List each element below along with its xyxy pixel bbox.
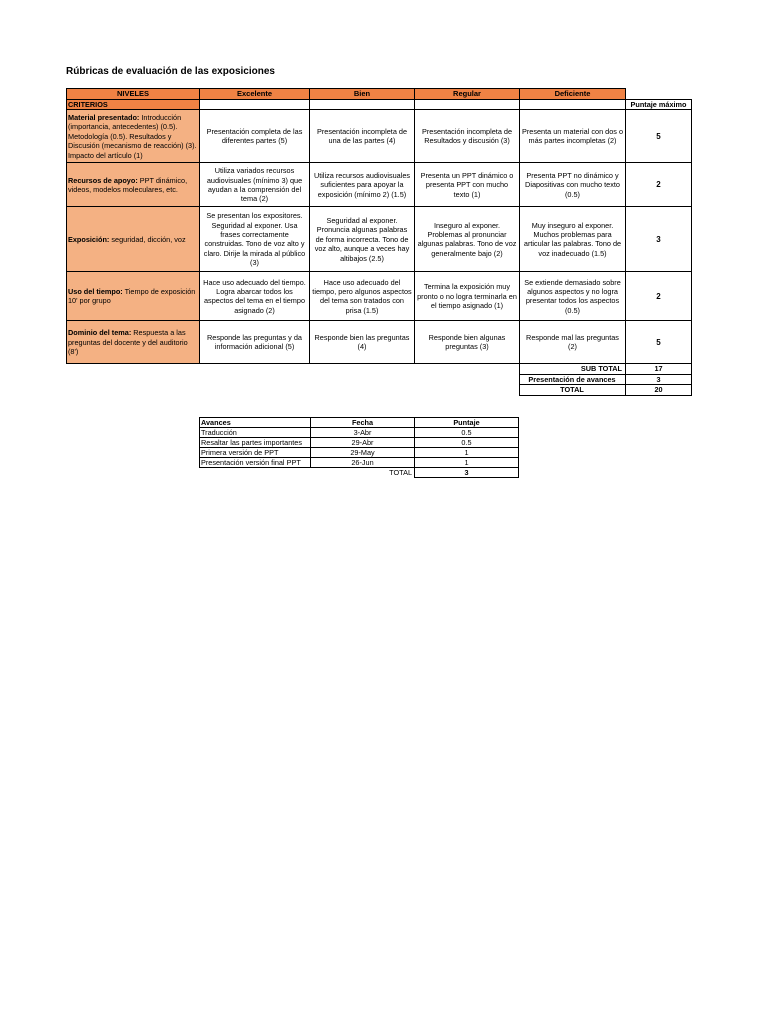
criterion-description: PPT dinámico, videos, modelos moleculares, etc. (68, 175, 188, 194)
max-score-label: Puntaje máximo (626, 100, 692, 110)
progress-score: 0.5 (415, 438, 519, 448)
cell-excelente: Presentación completa de las diferentes partes (5) (200, 110, 310, 163)
summary-row-total (67, 385, 692, 395)
rubric-table (66, 88, 692, 396)
rubric-row-material (67, 110, 692, 163)
cell-regular: Presentación incompleta de Resultados y discusión (3) (415, 110, 520, 163)
cell-deficiente: Muy inseguro al exponer. Muchos problemas para articular las palabras. Tono de voz inadecuado (1.5) (520, 207, 626, 272)
progress-name: Traducción (200, 428, 311, 438)
summary-value: 3 (626, 374, 692, 384)
criterion-description: Introducción (importancia, antecedentes) (0.5). Metodología (0.5). Resultados y Discusión (mecanismo de reacción) (3). Impacto del artículo (1) (68, 112, 197, 160)
empty-cell (200, 100, 310, 110)
cell-max-score: 2 (626, 272, 692, 321)
cell-excelente: Hace uso adecuado del tiempo. Logra abarcar todos los aspectos del tema en el tiempo asignado (2) (200, 272, 310, 321)
criteria-label: CRITERIOS (67, 100, 200, 110)
criterion-cell (67, 321, 200, 364)
progress-date: 29-May (311, 448, 415, 458)
criterion-name: Material presentado: (68, 112, 140, 122)
summary-row-avances (67, 374, 692, 384)
cell-regular: Responde bien algunas preguntas (3) (415, 321, 520, 364)
progress-row (200, 428, 519, 438)
criterion-name: Exposición: (68, 234, 110, 244)
cell-bien: Responde bien las preguntas (4) (310, 321, 415, 364)
criterion-cell (67, 110, 200, 163)
summary-row-subtotal (67, 364, 692, 374)
summary-spacer (67, 385, 520, 395)
progress-header-row (200, 418, 519, 428)
cell-deficiente: Presenta un material con dos o más partes incompletas (2) (520, 110, 626, 163)
rubric-row-tiempo (67, 272, 692, 321)
header-spacer (626, 89, 692, 100)
cell-max-score: 5 (626, 110, 692, 163)
criterion-description: Respuesta a las preguntas del docente y del auditorio (8') (68, 328, 188, 357)
cell-deficiente: Se extiende demasiado sobre algunos aspectos y no logra presentar todos los aspectos (0.5) (520, 272, 626, 321)
summary-spacer (67, 374, 520, 384)
criterion-cell (67, 163, 200, 207)
rubric-row-dominio (67, 321, 692, 364)
cell-bien: Utiliza recursos audiovisuales suficientes para apoyar la exposición (mínimo 2) (1.5) (310, 163, 415, 207)
cell-excelente: Responde las preguntas y da información adicional (5) (200, 321, 310, 364)
criterion-name: Uso del tiempo: (68, 287, 123, 296)
cell-max-score: 3 (626, 207, 692, 272)
cell-deficiente: Responde mal las preguntas (2) (520, 321, 626, 364)
criterion-cell (67, 272, 200, 321)
progress-header-score: Puntaje (415, 418, 519, 428)
progress-row (200, 458, 519, 468)
cell-regular: Inseguro al exponer. Problemas al pronunciar algunas palabras. Tono de voz generalmente bajo (2) (415, 207, 520, 272)
progress-name: Presentación versión final PPT (200, 458, 311, 468)
criterion-name: Recursos de apoyo: (68, 175, 138, 185)
progress-score: 1 (415, 458, 519, 468)
cell-regular: Presenta un PPT dinámico o presenta PPT con mucho texto (1) (415, 163, 520, 207)
cell-regular: Termina la exposición muy pronto o no logra terminarla en el tiempo asignado (1) (415, 272, 520, 321)
levels-label: NIVELES (67, 89, 200, 100)
level-header-bien: Bien (310, 89, 415, 100)
summary-value: 20 (626, 385, 692, 395)
criterion-cell (67, 207, 200, 272)
summary-label: SUB TOTAL (520, 364, 626, 374)
cell-bien: Hace uso adecuado del tiempo, pero algunos aspectos del tema son tratados con prisa (1.5) (310, 272, 415, 321)
criterion-name: Dominio del tema: (68, 328, 132, 338)
criterion-description: Tiempo de exposición 10' por grupo (68, 287, 196, 306)
cell-bien: Presentación incompleta de una de las partes (4) (310, 110, 415, 163)
progress-name: Primera versión de PPT (200, 448, 311, 458)
progress-header-date: Fecha (311, 418, 415, 428)
level-header-excelente: Excelente (200, 89, 310, 100)
progress-row (200, 448, 519, 458)
rubric-row-recursos (67, 163, 692, 207)
criteria-header-row (67, 100, 692, 110)
progress-date: 29-Abr (311, 438, 415, 448)
cell-excelente: Utiliza variados recursos audiovisuales (mínimo 3) que ayudan a la comprensión del tema (2) (200, 163, 310, 207)
level-header-deficiente: Deficiente (520, 89, 626, 100)
rubric-row-exposicion (67, 207, 692, 272)
criterion-description: seguridad, dicción, voz (109, 234, 186, 244)
progress-total-spacer (200, 468, 311, 478)
summary-spacer (67, 364, 520, 374)
progress-date: 26-Jun (311, 458, 415, 468)
progress-total-label: TOTAL (389, 468, 412, 478)
cell-deficiente: Presenta PPT no dinámico y Diapositivas con mucho texto (0.5) (520, 163, 626, 207)
summary-label: Presentación de avances (520, 374, 626, 384)
progress-total-value: 3 (415, 468, 519, 478)
empty-cell (415, 100, 520, 110)
progress-score: 1 (415, 448, 519, 458)
summary-label: TOTAL (520, 385, 626, 395)
progress-date: 3-Abr (311, 428, 415, 438)
empty-cell (520, 100, 626, 110)
page-title: Rúbricas de evaluación de las exposiciones (66, 66, 275, 77)
progress-row (200, 438, 519, 448)
cell-excelente: Se presentan los expositores. Seguridad al exponer. Usa frases correctamente construidas. Tono de voz alto y claro. Dirije la mirada al público (3) (200, 207, 310, 272)
progress-total-row (200, 468, 519, 478)
cell-max-score: 2 (626, 163, 692, 207)
progress-score: 0.5 (415, 428, 519, 438)
level-header-regular: Regular (415, 89, 520, 100)
levels-header-row (67, 89, 692, 100)
progress-table (199, 417, 519, 478)
summary-value: 17 (626, 364, 692, 374)
empty-cell (310, 100, 415, 110)
progress-name: Resaltar las partes importantes (200, 438, 311, 448)
progress-header-name: Avances (200, 418, 311, 428)
cell-bien: Seguridad al exponer. Pronuncia algunas palabras de forma incorrecta. Tono de voz alto, aunque a veces hay altibajos (2.5) (310, 207, 415, 272)
cell-max-score: 5 (626, 321, 692, 364)
